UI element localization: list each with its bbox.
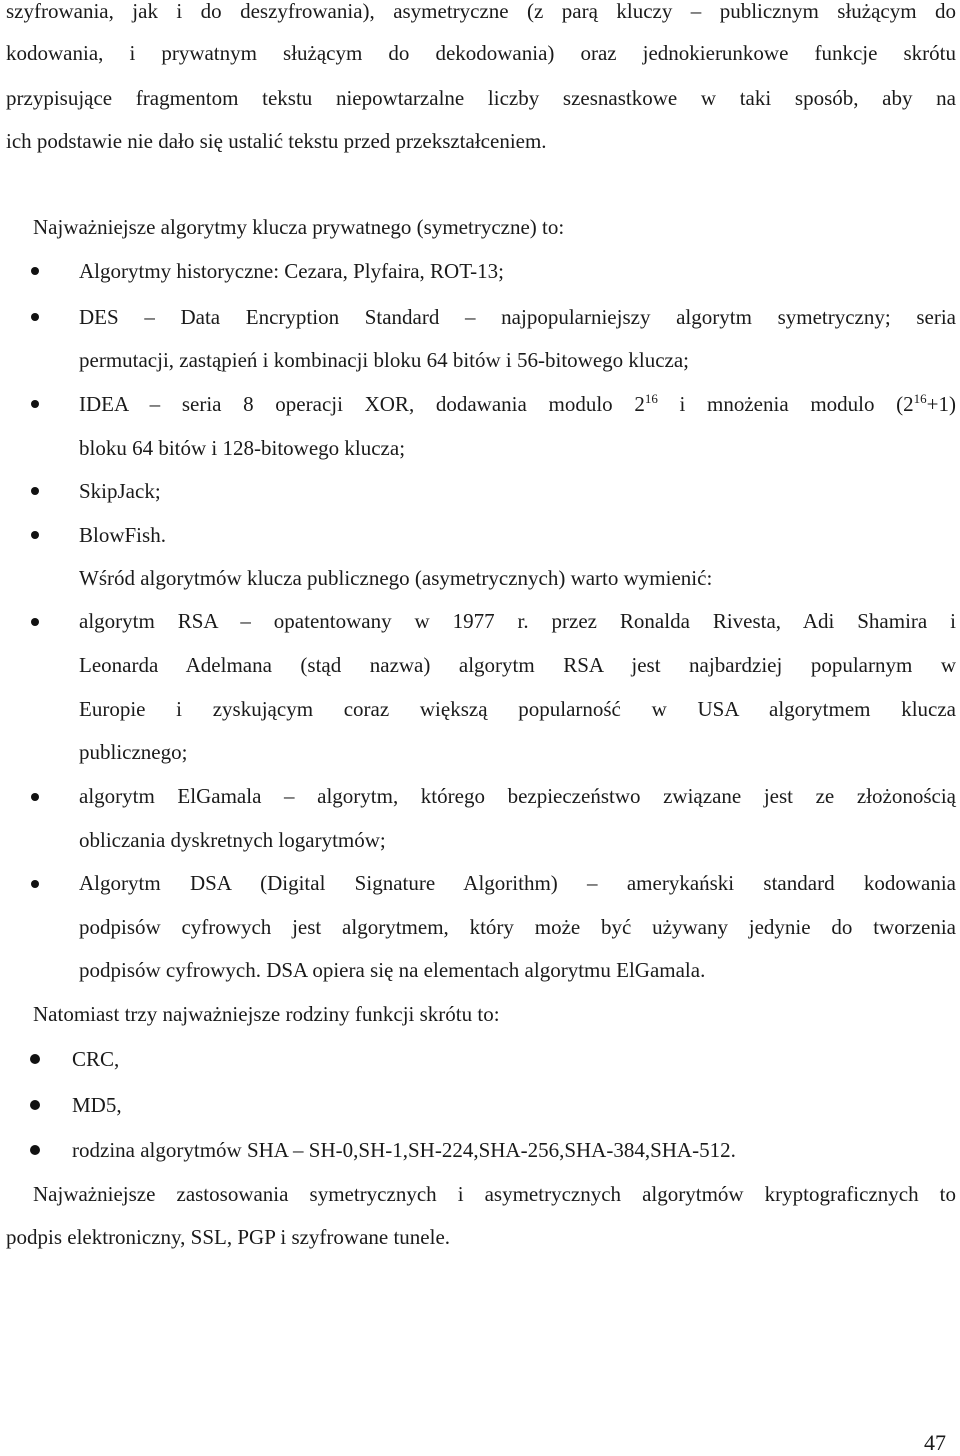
idea-exponent-2: 16 — [913, 391, 927, 406]
bullet-icon — [31, 793, 39, 801]
intro-line-2: kodowania, i prywatnym służącym do dekodowania) oraz jednokierunkowe funkcje skrótu — [6, 41, 956, 65]
list-item-des-line-2: permutacji, zastąpień i kombinacji bloku 64 bitów i 56-bitowego klucza; — [79, 348, 690, 372]
intro-line-1: szyfrowania, jak i do deszyfrowania), asymetryczne (z parą kluczy – publicznym służącym do — [6, 0, 956, 23]
idea-text-b: i mnożenia modulo (2 — [657, 392, 914, 416]
list-item-blowfish: BlowFish. — [79, 523, 166, 547]
list-item-historical: Algorytmy historyczne: Cezara, Plyfaira, ROT-13; — [79, 259, 504, 283]
hash-item-crc: CRC, — [72, 1047, 120, 1071]
list-item-rsa-line-3: Europie i zyskującym coraz większą popularność w USA algorytmem klucza — [79, 697, 956, 721]
list-item-rsa-line-2: Leonarda Adelmana (stąd nazwa) algorytm RSA jest najbardziej popularnym w — [79, 653, 956, 677]
bullet-icon — [31, 400, 39, 408]
list-item-dsa-line-1: Algorytm DSA (Digital Signature Algorithm) – amerykański standard kodowania — [79, 871, 956, 895]
closing-line-2: podpis elektroniczny, SSL, PGP i szyfrowane tunele. — [6, 1225, 451, 1249]
idea-text-c: +1) — [926, 392, 956, 416]
bullet-icon — [30, 1100, 40, 1110]
hash-item-sha: rodzina algorytmów SHA – SH-0,SH-1,SH-224,SHA-256,SHA-384,SHA-512. — [72, 1138, 736, 1162]
bullet-icon — [31, 313, 39, 321]
page-number: 47 — [924, 1430, 946, 1455]
idea-text-a: IDEA – seria 8 operacji XOR, dodawania modulo 2 — [79, 392, 645, 416]
symmetric-heading: Najważniejsze algorytmy klucza prywatnego (symetryczne) to: — [33, 215, 565, 239]
hash-heading: Natomiast trzy najważniejsze rodziny funkcji skrótu to: — [33, 1002, 500, 1026]
bullet-icon — [31, 531, 39, 539]
intro-line-3: przypisujące fragmentom tekstu niepowtarzalne liczby szesnastkowe w taki sposób, aby na — [6, 86, 956, 110]
bullet-icon — [30, 1054, 40, 1064]
list-item-rsa-line-4: publicznego; — [79, 740, 188, 764]
idea-exponent-1: 16 — [644, 391, 658, 406]
list-item-idea-line-2: bloku 64 bitów i 128-bitowego klucza; — [79, 436, 406, 460]
bullet-icon — [31, 267, 39, 275]
hash-item-md5: MD5, — [72, 1093, 122, 1117]
closing-line-1: Najważniejsze zastosowania symetrycznych i asymetrycznych algorytmów kryptograficznych to — [33, 1182, 956, 1206]
list-item-des-line-1: DES – Data Encryption Standard – najpopularniejszy algorytm symetryczny; seria — [79, 305, 956, 329]
list-item-elgamal-line-2: obliczania dyskretnych logarytmów; — [79, 828, 386, 852]
list-item-elgamal-line-1: algorytm ElGamala – algorytm, którego bezpieczeństwo związane jest ze złożonością — [79, 784, 956, 808]
list-item-rsa-line-1: algorytm RSA – opatentowany w 1977 r. przez Ronalda Rivesta, Adi Shamira i — [79, 609, 956, 633]
list-item-idea-line-1 — [79, 389, 956, 419]
asymmetric-heading: Wśród algorytmów klucza publicznego (asymetrycznych) warto wymienić: — [79, 566, 713, 590]
list-item-skipjack: SkipJack; — [79, 479, 161, 503]
list-item-dsa-line-3: podpisów cyfrowych. DSA opiera się na elementach algorytmu ElGamala. — [79, 958, 706, 982]
bullet-icon — [31, 618, 39, 626]
intro-line-4: ich podstawie nie dało się ustalić tekstu przed przekształceniem. — [6, 129, 547, 153]
bullet-icon — [31, 880, 39, 888]
list-item-dsa-line-2: podpisów cyfrowych jest algorytmem, który może być używany jedynie do tworzenia — [79, 915, 956, 939]
bullet-icon — [31, 487, 39, 495]
bullet-icon — [30, 1145, 40, 1155]
